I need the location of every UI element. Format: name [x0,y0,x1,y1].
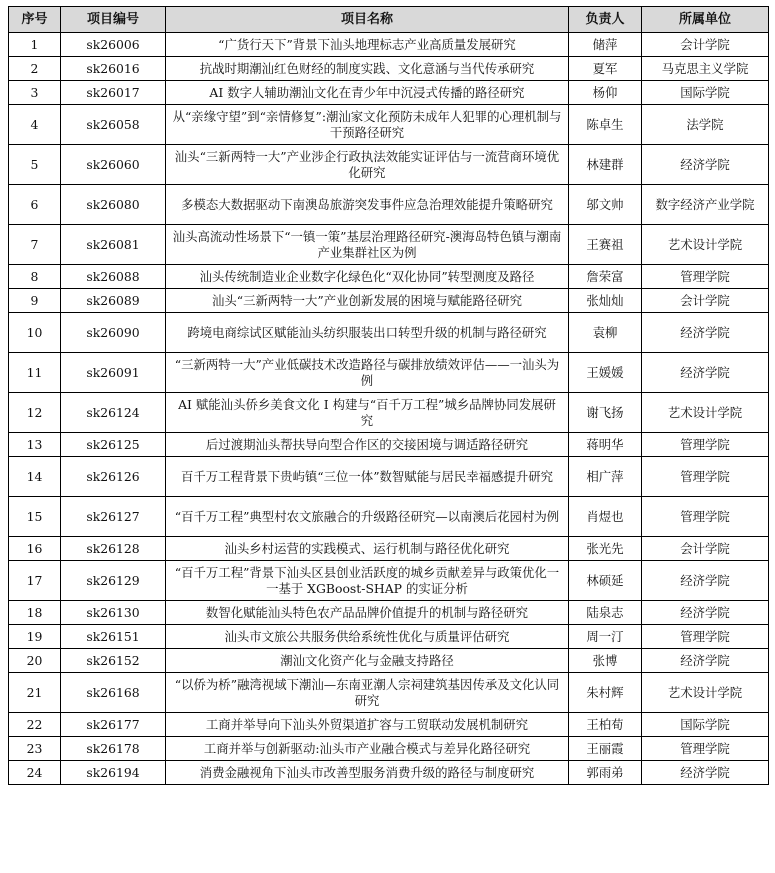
project-code-cell: sk26016 [61,57,166,81]
row-index-cell: 13 [9,433,61,457]
project-name-cell: 工商并举导向下汕头外贸渠道扩容与工贸联动发展机制研究 [166,713,569,737]
unit-cell: 艺术设计学院 [642,393,769,433]
project-name-cell: 数智化赋能汕头特色农产品品牌价值提升的机制与路径研究 [166,601,569,625]
row-index-cell: 14 [9,457,61,497]
table-row [9,313,769,353]
unit-cell: 管理学院 [642,265,769,289]
table-row [9,225,769,265]
leader-cell: 朱村辉 [569,673,642,713]
project-name-cell: 工商并举与创新驱动:汕头市产业融合模式与差异化路径研究 [166,737,569,761]
unit-cell: 会计学院 [642,289,769,313]
row-index-cell: 20 [9,649,61,673]
leader-cell: 王媛媛 [569,353,642,393]
row-index-cell: 2 [9,57,61,81]
table-row [9,145,769,185]
table-row [9,289,769,313]
project-code-cell: sk26152 [61,649,166,673]
table-row [9,33,769,57]
header-project-name: 项目名称 [166,7,569,33]
project-code-cell: sk26124 [61,393,166,433]
project-code-cell: sk26060 [61,145,166,185]
project-name-cell: “以侨为桥”融湾视域下潮汕—东南亚潮人宗祠建筑基因传承及文化认同研究 [166,673,569,713]
project-code-cell: sk26177 [61,713,166,737]
project-code-cell: sk26151 [61,625,166,649]
row-index-cell: 8 [9,265,61,289]
project-name-cell: 从“亲缘守望”到“亲情修复”:潮汕家文化预防未成年人犯罪的心理机制与干预路径研究 [166,105,569,145]
project-name-cell: 潮汕文化资产化与金融支持路径 [166,649,569,673]
unit-cell: 经济学院 [642,145,769,185]
project-name-cell: “百千万工程”典型村农文旅融合的升级路径研究—以南澳后花园村为例 [166,497,569,537]
table-row [9,265,769,289]
leader-cell: 张博 [569,649,642,673]
row-index-cell: 15 [9,497,61,537]
row-index-cell: 22 [9,713,61,737]
project-name-cell: “广货行天下”背景下汕头地理标志产业高质量发展研究 [166,33,569,57]
project-code-cell: sk26058 [61,105,166,145]
project-code-cell: sk26178 [61,737,166,761]
table-row [9,185,769,225]
project-code-cell: sk26089 [61,289,166,313]
unit-cell: 经济学院 [642,561,769,601]
unit-cell: 经济学院 [642,761,769,785]
table-header-row [9,7,769,33]
row-index-cell: 4 [9,105,61,145]
project-name-cell: 汕头传统制造业企业数字化绿色化“双化协同”转型测度及路径 [166,265,569,289]
table-row [9,713,769,737]
row-index-cell: 16 [9,537,61,561]
unit-cell: 法学院 [642,105,769,145]
row-index-cell: 19 [9,625,61,649]
table-row [9,105,769,145]
row-index-cell: 7 [9,225,61,265]
unit-cell: 艺术设计学院 [642,225,769,265]
project-name-cell: 跨境电商综试区赋能汕头纺织服装出口转型升级的机制与路径研究 [166,313,569,353]
row-index-cell: 12 [9,393,61,433]
project-code-cell: sk26080 [61,185,166,225]
project-code-cell: sk26091 [61,353,166,393]
header-project-code: 项目编号 [61,7,166,33]
header-leader: 负责人 [569,7,642,33]
unit-cell: 管理学院 [642,433,769,457]
project-name-cell: “百千万工程”背景下汕头区县创业活跃度的城乡贡献差异与政策优化一一基于 XGBoost-SHAP 的实证分析 [166,561,569,601]
unit-cell: 经济学院 [642,353,769,393]
project-code-cell: sk26130 [61,601,166,625]
project-name-cell: 汕头“三新两特一大”产业创新发展的困境与赋能路径研究 [166,289,569,313]
leader-cell: 王赛祖 [569,225,642,265]
project-name-cell: 汕头“三新两特一大”产业涉企行政执法效能实证评估与一流营商环境优化研究 [166,145,569,185]
unit-cell: 经济学院 [642,649,769,673]
project-name-cell: 百千万工程背景下贵屿镇“三位一体”数智赋能与居民幸福感提升研究 [166,457,569,497]
project-name-cell: 多模态大数据驱动下南澳岛旅游突发事件应急治理效能提升策略研究 [166,185,569,225]
leader-cell: 陆泉志 [569,601,642,625]
table-row [9,625,769,649]
row-index-cell: 3 [9,81,61,105]
project-name-cell: 抗战时期潮汕红色财经的制度实践、文化意涵与当代传承研究 [166,57,569,81]
unit-cell: 数字经济产业学院 [642,185,769,225]
project-code-cell: sk26128 [61,537,166,561]
leader-cell: 陈卓生 [569,105,642,145]
project-name-cell: 汕头高流动性场景下“一镇一策”基层治理路径研究-澳海岛特色镇与潮南产业集群社区为例 [166,225,569,265]
table-row [9,81,769,105]
leader-cell: 杨仰 [569,81,642,105]
leader-cell: 肖煜也 [569,497,642,537]
table-row [9,537,769,561]
leader-cell: 郭雨弟 [569,761,642,785]
project-name-cell: AI 数字人辅助潮汕文化在青少年中沉浸式传播的路径研究 [166,81,569,105]
leader-cell: 蒋明华 [569,433,642,457]
leader-cell: 林建群 [569,145,642,185]
table-row [9,497,769,537]
unit-cell: 经济学院 [642,601,769,625]
leader-cell: 谢飞扬 [569,393,642,433]
table-row [9,393,769,433]
row-index-cell: 21 [9,673,61,713]
leader-cell: 王丽霞 [569,737,642,761]
row-index-cell: 5 [9,145,61,185]
unit-cell: 管理学院 [642,497,769,537]
unit-cell: 管理学院 [642,625,769,649]
project-name-cell: “三新两特一大”产业低碳技术改造路径与碳排放绩效评估——一汕头为例 [166,353,569,393]
unit-cell: 国际学院 [642,81,769,105]
leader-cell: 王柏荀 [569,713,642,737]
project-code-cell: sk26006 [61,33,166,57]
project-code-cell: sk26126 [61,457,166,497]
table-row [9,737,769,761]
project-code-cell: sk26090 [61,313,166,353]
table-row [9,433,769,457]
unit-cell: 管理学院 [642,457,769,497]
leader-cell: 相广萍 [569,457,642,497]
project-name-cell: 汕头市文旅公共服务供给系统性优化与质量评估研究 [166,625,569,649]
unit-cell: 艺术设计学院 [642,673,769,713]
leader-cell: 张光先 [569,537,642,561]
row-index-cell: 24 [9,761,61,785]
row-index-cell: 18 [9,601,61,625]
table-row [9,673,769,713]
project-code-cell: sk26129 [61,561,166,601]
project-code-cell: sk26127 [61,497,166,537]
unit-cell: 会计学院 [642,537,769,561]
leader-cell: 邬文帅 [569,185,642,225]
table-row [9,601,769,625]
unit-cell: 经济学院 [642,313,769,353]
row-index-cell: 10 [9,313,61,353]
header-index: 序号 [9,7,61,33]
row-index-cell: 9 [9,289,61,313]
project-code-cell: sk26081 [61,225,166,265]
unit-cell: 国际学院 [642,713,769,737]
leader-cell: 周一汀 [569,625,642,649]
table-row [9,457,769,497]
leader-cell: 林硕延 [569,561,642,601]
unit-cell: 会计学院 [642,33,769,57]
unit-cell: 管理学院 [642,737,769,761]
leader-cell: 夏军 [569,57,642,81]
project-name-cell: AI 赋能汕头侨乡美食文化 I 构建与“百千万工程”城乡品牌协同发展研究 [166,393,569,433]
project-code-cell: sk26017 [61,81,166,105]
table-row [9,649,769,673]
project-code-cell: sk26125 [61,433,166,457]
row-index-cell: 11 [9,353,61,393]
project-code-cell: sk26168 [61,673,166,713]
table-row [9,353,769,393]
table-body [9,33,769,785]
project-name-cell: 消费金融视角下汕头市改善型服务消费升级的路径与制度研究 [166,761,569,785]
row-index-cell: 23 [9,737,61,761]
table-row [9,561,769,601]
table-row [9,57,769,81]
project-name-cell: 后过渡期汕头帮扶导向型合作区的交接困境与调适路径研究 [166,433,569,457]
project-code-cell: sk26194 [61,761,166,785]
leader-cell: 袁柳 [569,313,642,353]
row-index-cell: 6 [9,185,61,225]
row-index-cell: 1 [9,33,61,57]
row-index-cell: 17 [9,561,61,601]
leader-cell: 储萍 [569,33,642,57]
project-table [8,6,769,785]
leader-cell: 张灿灿 [569,289,642,313]
header-unit: 所属单位 [642,7,769,33]
table-row [9,761,769,785]
project-code-cell: sk26088 [61,265,166,289]
unit-cell: 马克思主义学院 [642,57,769,81]
project-name-cell: 汕头乡村运营的实践模式、运行机制与路径优化研究 [166,537,569,561]
leader-cell: 詹荣富 [569,265,642,289]
